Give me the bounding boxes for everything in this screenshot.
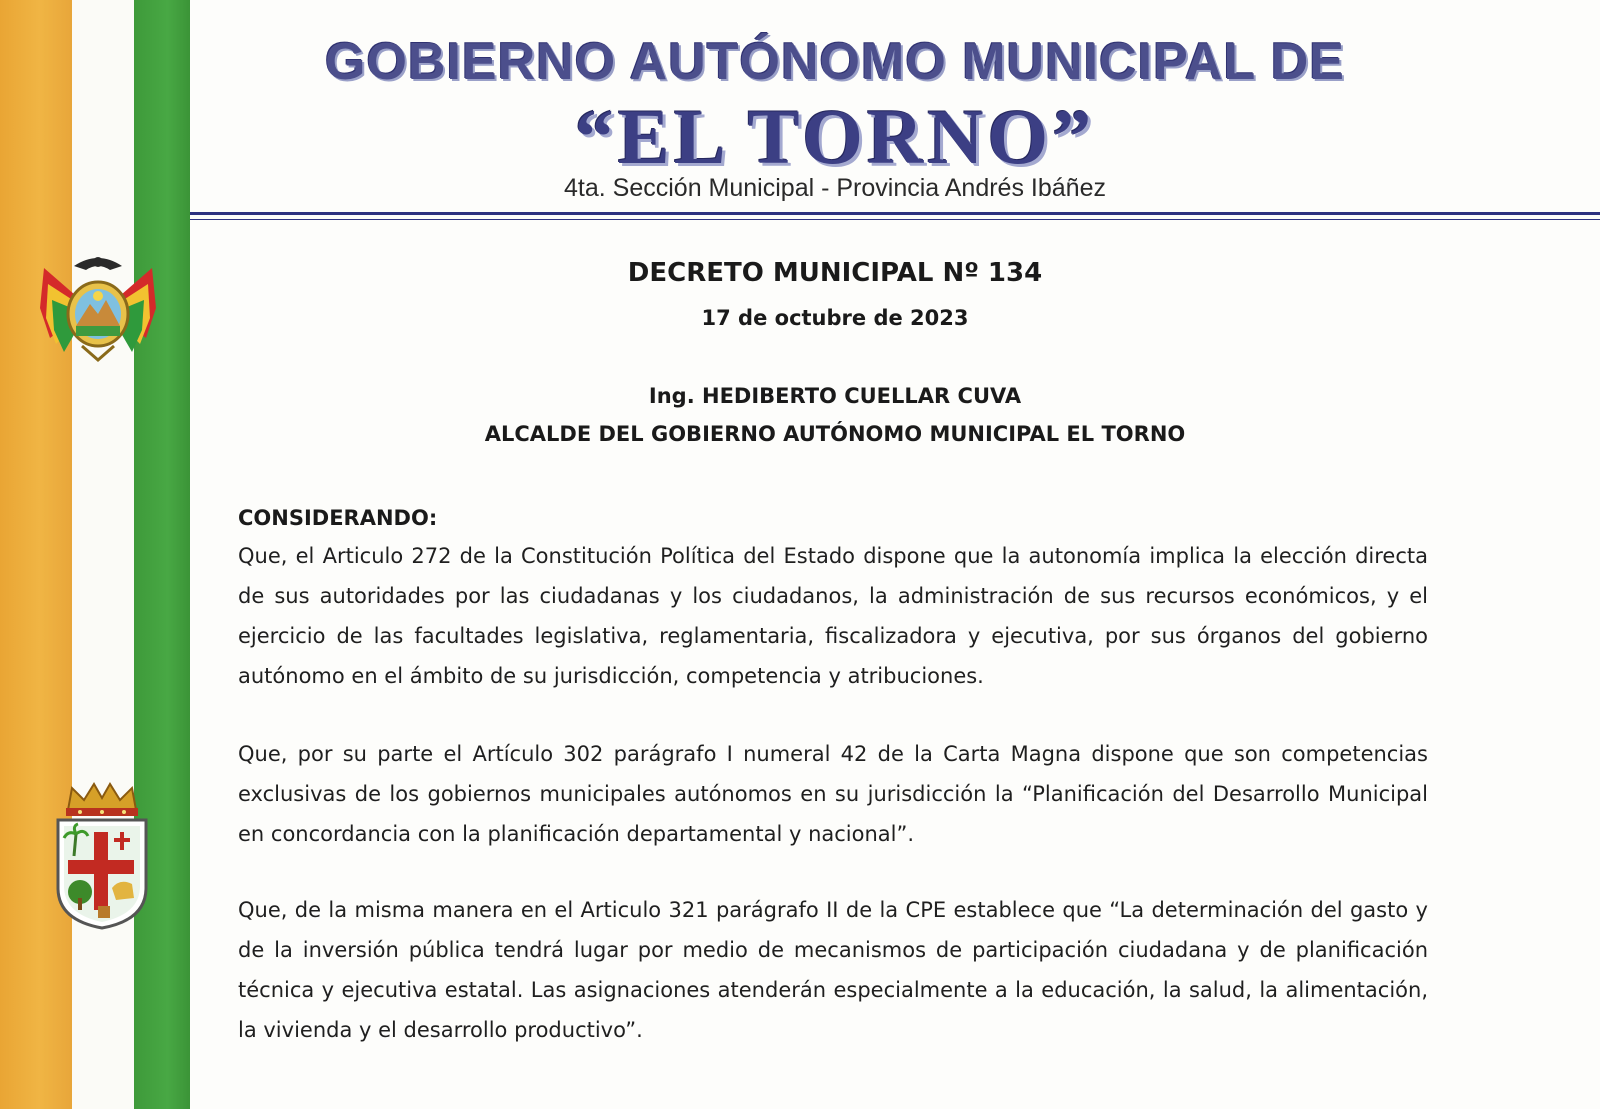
authority-name: Ing. HEDIBERTO CUELLAR CUVA	[648, 384, 1022, 408]
letterhead-line-3: 4ta. Sección Municipal - Provincia Andrés Ibáñez	[564, 174, 1106, 202]
flag-stripe-green	[134, 0, 190, 1109]
section-heading: CONSIDERANDO:	[238, 506, 438, 530]
el-torno-coat-of-arms-icon	[50, 780, 154, 930]
decree-title: DECRETO MUNICIPAL Nº 134	[627, 258, 1043, 288]
letterhead-line-2: “EL TORNO”	[574, 93, 1096, 180]
letterhead-line-1: GOBIERNO AUTÓNOMO MUNICIPAL DE	[325, 33, 1345, 91]
letterhead-rule	[190, 212, 1600, 215]
letterhead-rule-thin	[190, 219, 1600, 220]
authority-title: ALCALDE DEL GOBIERNO AUTÓNOMO MUNICIPAL EL TORNO	[484, 422, 1186, 446]
flag-stripe-white	[72, 0, 134, 1109]
flag-stripe-yellow	[0, 0, 72, 1109]
decree-date: 17 de octubre de 2023	[701, 306, 969, 330]
bolivia-coat-of-arms-icon	[30, 248, 166, 364]
paragraph: Que, de la misma manera en el Articulo 321 parágrafo II de la CPE establece que “La determinación del gasto y de la inversión pública tendrá lugar por medio de mecanismos de participación ciudadana y de planificación técnica y ejecutiva estatal. Las asignaciones atenderán especialmente a la educación, la salud, la alimentación, la vivienda y el desarrollo productivo”.	[238, 898, 1428, 1042]
letterhead	[190, 0, 1600, 222]
paragraph: Que, por su parte el Artículo 302 parágrafo I numeral 42 de la Carta Magna dispone que son competencias exclusivas de los gobiernos municipales autónomos en su jurisdicción la “Planificación del Desarrollo Municipal en concordancia con la planificación departamental y nacional”.	[238, 742, 1428, 846]
paragraph: Que, el Articulo 272 de la Constitución Política del Estado dispone que la autonomía implica la elección directa de sus autoridades por las ciudadanas y los ciudadanos, la administración de sus recursos económicos, y el ejercicio de las facultades legislativa, reglamentaria, fiscalizadora y ejecutiva, por sus órganos del gobierno autónomo en el ámbito de su jurisdicción, competencia y atribuciones.	[238, 544, 1428, 688]
